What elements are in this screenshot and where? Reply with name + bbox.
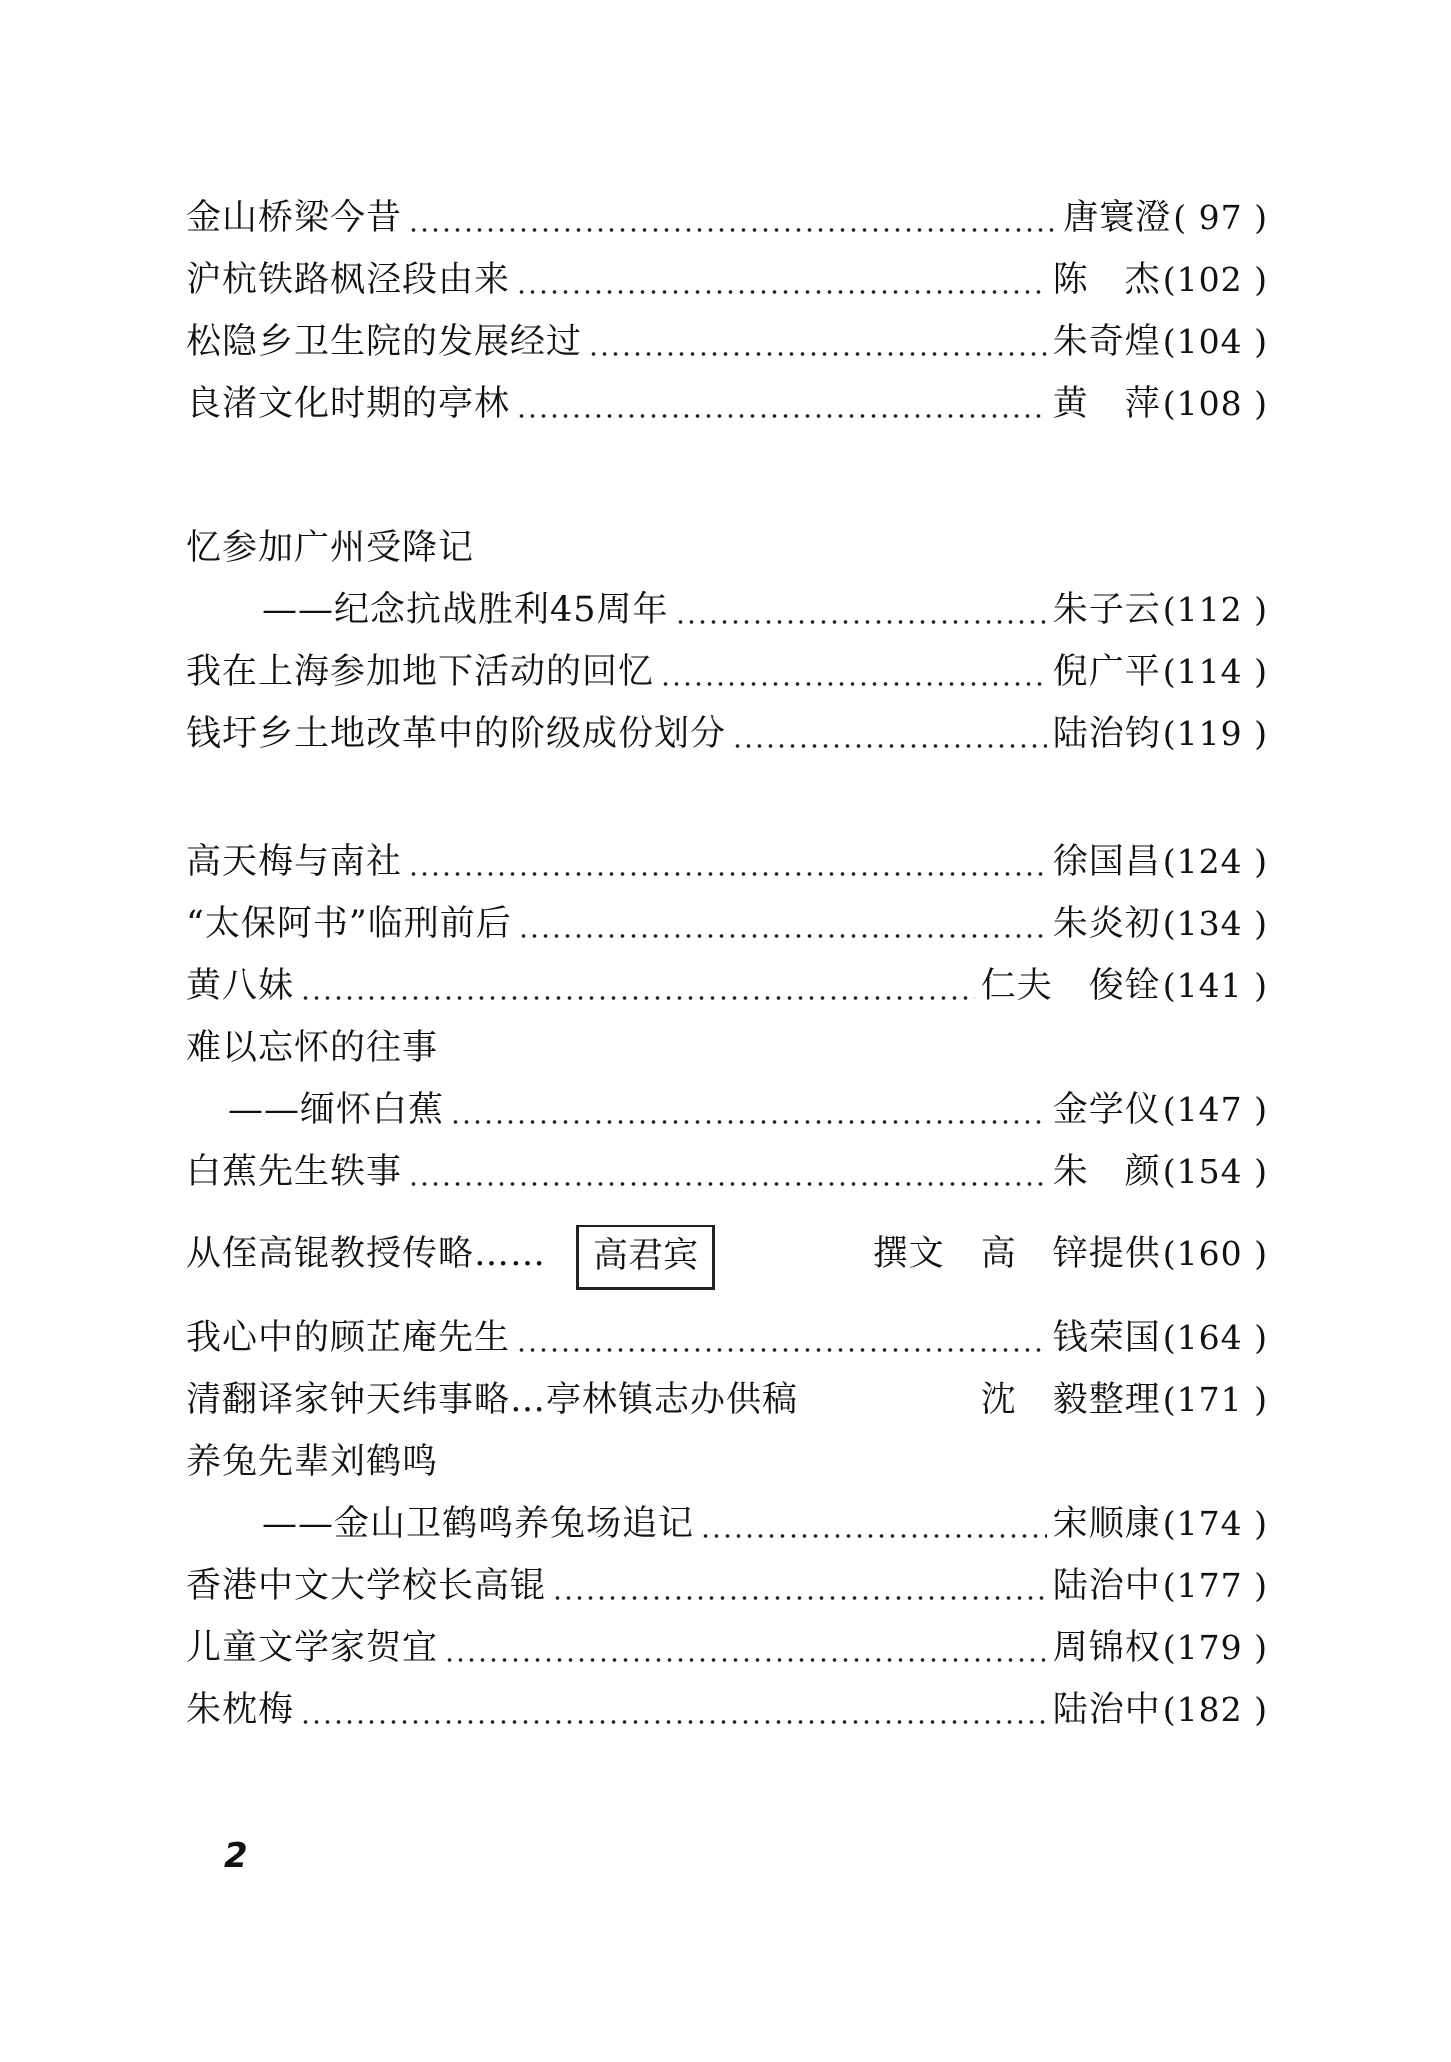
entry-author: 陈 杰 xyxy=(1052,260,1161,300)
toc-entry xyxy=(186,1144,1268,1200)
entry-author: 朱子云 xyxy=(1052,590,1161,630)
dot-leader xyxy=(444,1658,1047,1662)
name-box: 高君宾 xyxy=(576,1225,715,1290)
entry-title: 沪杭铁路枫泾段由来 xyxy=(186,260,511,300)
entry-page: ( 97 ) xyxy=(1173,198,1268,237)
entry-title: 养兔先辈刘鹤鸣 xyxy=(186,1442,439,1482)
entry-page: (174 ) xyxy=(1162,1504,1268,1543)
entry-author: 朱炎初 xyxy=(1052,904,1161,944)
entry-subtitle: ——金山卫鹤鸣养兔场追记 xyxy=(262,1504,695,1544)
toc-entry xyxy=(186,1558,1268,1614)
dot-leader xyxy=(408,1182,1047,1186)
toc-entry xyxy=(186,1310,1268,1366)
entry-title: 难以忘怀的往事 xyxy=(186,1028,439,1068)
entry-title: 清翻译家钟天纬事略…亭林镇志办供稿 xyxy=(186,1380,799,1420)
toc-entry xyxy=(186,190,1268,246)
entry-title: 高天梅与南社 xyxy=(186,842,403,882)
entry-title: 我在上海参加地下活动的回忆 xyxy=(186,652,655,692)
entry-title: 白蕉先生轶事 xyxy=(186,1152,403,1192)
page-number: 2 xyxy=(224,1836,248,1876)
entry-title: 金山桥梁今昔 xyxy=(186,198,403,238)
entry-title: “太保阿书”临刑前后 xyxy=(186,904,512,944)
toc-entry xyxy=(186,834,1268,890)
entry-author: 陆治中 xyxy=(1052,1566,1161,1606)
dot-leader xyxy=(300,996,975,1000)
entry-page: (102 ) xyxy=(1162,260,1268,299)
entry-author: 陆治中 xyxy=(1052,1690,1161,1730)
dot-leader xyxy=(408,872,1047,876)
toc-entry xyxy=(262,582,1268,638)
dot-leader xyxy=(408,228,1057,232)
entry-page: (147 ) xyxy=(1162,1090,1268,1129)
entry-page: (141 ) xyxy=(1162,966,1268,1005)
entry-title: 钱圩乡土地改革中的阶级成份划分 xyxy=(186,714,727,754)
entry-page: (179 ) xyxy=(1162,1628,1268,1667)
entry-credit: 沈 毅整理 xyxy=(980,1380,1161,1420)
toc-entry xyxy=(186,1620,1268,1676)
entry-title: 忆参加广州受降记 xyxy=(186,528,475,568)
entry-page: (164 ) xyxy=(1162,1318,1268,1357)
toc-entry xyxy=(186,1372,1268,1428)
entry-subtitle: ——纪念抗战胜利45周年 xyxy=(262,590,669,630)
entry-page: (182 ) xyxy=(1162,1690,1268,1729)
toc-entry xyxy=(186,1226,1268,1282)
entry-title: 儿童文学家贺宜 xyxy=(186,1628,439,1668)
entry-subtitle: ——缅怀白蕉 xyxy=(228,1090,445,1130)
dot-leader xyxy=(516,414,1047,418)
entry-page: (108 ) xyxy=(1162,384,1268,423)
entry-author: 周锦权 xyxy=(1052,1628,1161,1668)
entry-title: 从侄高锟教授传略…… xyxy=(186,1234,547,1274)
entry-page: (112 ) xyxy=(1162,590,1268,629)
entry-page: (124 ) xyxy=(1162,842,1268,881)
dot-leader xyxy=(516,290,1047,294)
entry-author: 徐国昌 xyxy=(1052,842,1161,882)
entry-page: (104 ) xyxy=(1162,322,1268,361)
entry-page: (154 ) xyxy=(1162,1152,1268,1191)
entry-author: 朱 颜 xyxy=(1052,1152,1161,1192)
entry-author: 陆治钧 xyxy=(1052,714,1161,754)
dot-leader xyxy=(588,352,1047,356)
dot-leader xyxy=(450,1120,1047,1124)
entry-page: (160 ) xyxy=(1162,1234,1268,1273)
entry-page: (134 ) xyxy=(1162,904,1268,943)
entry-title: 松隐乡卫生院的发展经过 xyxy=(186,322,583,362)
entry-author: 宋顺康 xyxy=(1052,1504,1161,1544)
toc-entry xyxy=(186,252,1268,308)
entry-title: 香港中文大学校长高锟 xyxy=(186,1566,547,1606)
toc-entry xyxy=(186,958,1268,1014)
dot-leader xyxy=(700,1534,1047,1538)
entry-author: 倪广平 xyxy=(1052,652,1161,692)
toc-entry xyxy=(186,314,1268,370)
entry-credit: 撰文 高 锌提供 xyxy=(872,1234,1161,1274)
toc-entry xyxy=(228,1082,1268,1138)
toc-entry xyxy=(186,376,1268,432)
entry-author: 黄 萍 xyxy=(1052,384,1161,424)
entry-title: 黄八妹 xyxy=(186,966,295,1006)
entry-page: (171 ) xyxy=(1162,1380,1268,1419)
entry-author: 仁夫 俊铨 xyxy=(980,966,1161,1006)
dot-leader xyxy=(516,1348,1047,1352)
dot-leader xyxy=(552,1596,1047,1600)
toc-entry xyxy=(186,644,1268,700)
entry-page: (177 ) xyxy=(1162,1566,1268,1605)
entry-title: 良渚文化时期的亭林 xyxy=(186,384,511,424)
dot-leader xyxy=(300,1720,1047,1724)
dot-leader xyxy=(675,620,1047,624)
toc-entry xyxy=(186,706,1268,762)
toc-entry xyxy=(186,1682,1268,1738)
toc-entry xyxy=(262,1496,1268,1552)
dot-leader xyxy=(660,682,1047,686)
entry-author: 朱奇煌 xyxy=(1052,322,1161,362)
entry-author: 唐寰澄 xyxy=(1063,198,1172,238)
dot-leader xyxy=(518,934,1047,938)
entry-title: 朱枕梅 xyxy=(186,1690,295,1730)
entry-page: (119 ) xyxy=(1162,714,1268,753)
entry-page: (114 ) xyxy=(1162,652,1268,691)
entry-author: 钱荣国 xyxy=(1052,1318,1161,1358)
entry-title: 我心中的顾芷庵先生 xyxy=(186,1318,511,1358)
toc-entry xyxy=(186,896,1268,952)
dot-leader xyxy=(732,744,1047,748)
entry-author: 金学仪 xyxy=(1052,1090,1161,1130)
